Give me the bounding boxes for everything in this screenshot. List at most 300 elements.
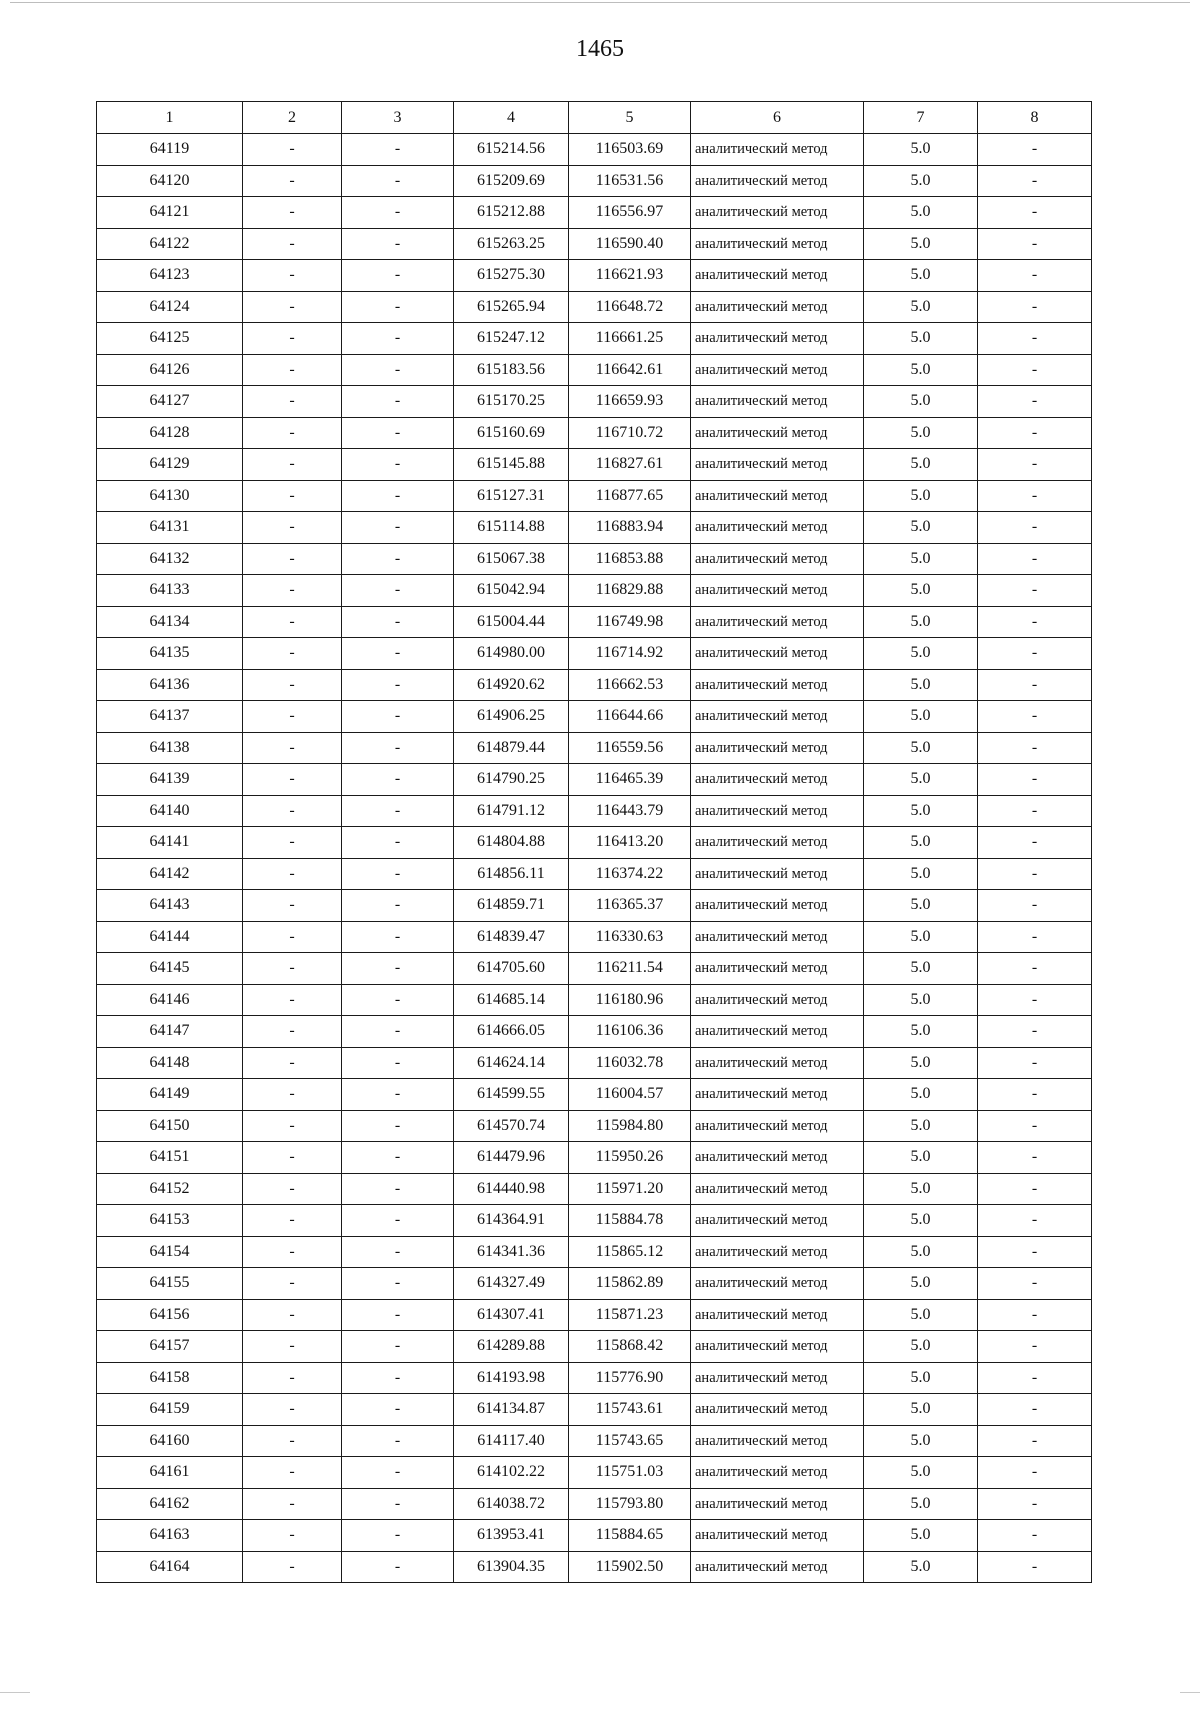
accuracy-cell: 5.0	[864, 134, 978, 166]
point-number-cell: 64148	[97, 1047, 243, 1079]
table-row	[97, 732, 1092, 764]
table-row	[97, 1488, 1092, 1520]
table-row	[97, 386, 1092, 418]
point-number-cell: 64160	[97, 1425, 243, 1457]
accuracy-cell: 5.0	[864, 197, 978, 229]
col3-cell: -	[342, 512, 454, 544]
col2-cell: -	[243, 858, 342, 890]
col8-cell: -	[978, 134, 1092, 166]
point-number-cell: 64144	[97, 921, 243, 953]
table-row	[97, 512, 1092, 544]
x-coordinate-cell: 615004.44	[454, 606, 569, 638]
col3-cell: -	[342, 764, 454, 796]
x-coordinate-cell: 614685.14	[454, 984, 569, 1016]
accuracy-cell: 5.0	[864, 953, 978, 985]
accuracy-cell: 5.0	[864, 890, 978, 922]
col2-cell: -	[243, 1079, 342, 1111]
y-coordinate-cell: 116465.39	[569, 764, 691, 796]
col2-cell: -	[243, 921, 342, 953]
accuracy-cell: 5.0	[864, 1142, 978, 1174]
col8-cell: -	[978, 1142, 1092, 1174]
x-coordinate-cell: 614859.71	[454, 890, 569, 922]
method-cell: аналитический метод	[691, 1394, 864, 1426]
x-coordinate-cell: 614879.44	[454, 732, 569, 764]
table-row	[97, 1362, 1092, 1394]
point-number-cell: 64129	[97, 449, 243, 481]
table-row	[97, 165, 1092, 197]
accuracy-cell: 5.0	[864, 417, 978, 449]
x-coordinate-cell: 614364.91	[454, 1205, 569, 1237]
point-number-cell: 64134	[97, 606, 243, 638]
method-cell: аналитический метод	[691, 827, 864, 859]
col3-cell: -	[342, 197, 454, 229]
y-coordinate-cell: 116443.79	[569, 795, 691, 827]
point-number-cell: 64152	[97, 1173, 243, 1205]
method-cell: аналитический метод	[691, 638, 864, 670]
method-cell: аналитический метод	[691, 1457, 864, 1489]
accuracy-cell: 5.0	[864, 1236, 978, 1268]
col8-cell: -	[978, 575, 1092, 607]
x-coordinate-cell: 614102.22	[454, 1457, 569, 1489]
col2-cell: -	[243, 890, 342, 922]
col3-cell: -	[342, 323, 454, 355]
method-cell: аналитический метод	[691, 1142, 864, 1174]
y-coordinate-cell: 115868.42	[569, 1331, 691, 1363]
col2-cell: -	[243, 1205, 342, 1237]
accuracy-cell: 5.0	[864, 1047, 978, 1079]
col8-cell: -	[978, 953, 1092, 985]
col2-cell: -	[243, 1394, 342, 1426]
col8-cell: -	[978, 1331, 1092, 1363]
point-number-cell: 64120	[97, 165, 243, 197]
method-cell: аналитический метод	[691, 1362, 864, 1394]
col3-cell: -	[342, 1110, 454, 1142]
x-coordinate-cell: 615265.94	[454, 291, 569, 323]
method-cell: аналитический метод	[691, 1488, 864, 1520]
accuracy-cell: 5.0	[864, 858, 978, 890]
col2-cell: -	[243, 197, 342, 229]
accuracy-cell: 5.0	[864, 795, 978, 827]
col2-cell: -	[243, 1520, 342, 1552]
col8-cell: -	[978, 291, 1092, 323]
accuracy-cell: 5.0	[864, 1394, 978, 1426]
header-cell: 7	[864, 102, 978, 134]
table-row	[97, 291, 1092, 323]
col3-cell: -	[342, 260, 454, 292]
table-row	[97, 1110, 1092, 1142]
y-coordinate-cell: 116853.88	[569, 543, 691, 575]
table-row	[97, 1236, 1092, 1268]
x-coordinate-cell: 614479.96	[454, 1142, 569, 1174]
col2-cell: -	[243, 323, 342, 355]
header-cell: 3	[342, 102, 454, 134]
y-coordinate-cell: 116883.94	[569, 512, 691, 544]
col2-cell: -	[243, 1236, 342, 1268]
table-row	[97, 1457, 1092, 1489]
col3-cell: -	[342, 1047, 454, 1079]
x-coordinate-cell: 615263.25	[454, 228, 569, 260]
table-body	[97, 134, 1092, 1583]
header-cell: 2	[243, 102, 342, 134]
accuracy-cell: 5.0	[864, 606, 978, 638]
col2-cell: -	[243, 512, 342, 544]
col2-cell: -	[243, 291, 342, 323]
col8-cell: -	[978, 1520, 1092, 1552]
accuracy-cell: 5.0	[864, 291, 978, 323]
method-cell: аналитический метод	[691, 1331, 864, 1363]
y-coordinate-cell: 115865.12	[569, 1236, 691, 1268]
accuracy-cell: 5.0	[864, 354, 978, 386]
col3-cell: -	[342, 669, 454, 701]
method-cell: аналитический метод	[691, 890, 864, 922]
method-cell: аналитический метод	[691, 354, 864, 386]
method-cell: аналитический метод	[691, 512, 864, 544]
table-row	[97, 1520, 1092, 1552]
y-coordinate-cell: 115902.50	[569, 1551, 691, 1583]
table-row	[97, 575, 1092, 607]
y-coordinate-cell: 115751.03	[569, 1457, 691, 1489]
col3-cell: -	[342, 984, 454, 1016]
col3-cell: -	[342, 858, 454, 890]
col3-cell: -	[342, 386, 454, 418]
col3-cell: -	[342, 1488, 454, 1520]
x-coordinate-cell: 615160.69	[454, 417, 569, 449]
point-number-cell: 64159	[97, 1394, 243, 1426]
accuracy-cell: 5.0	[864, 575, 978, 607]
col8-cell: -	[978, 827, 1092, 859]
col8-cell: -	[978, 543, 1092, 575]
col8-cell: -	[978, 764, 1092, 796]
col2-cell: -	[243, 417, 342, 449]
col3-cell: -	[342, 1142, 454, 1174]
x-coordinate-cell: 614666.05	[454, 1016, 569, 1048]
col2-cell: -	[243, 260, 342, 292]
method-cell: аналитический метод	[691, 480, 864, 512]
table-row	[97, 1047, 1092, 1079]
table-row	[97, 1425, 1092, 1457]
table-row	[97, 417, 1092, 449]
accuracy-cell: 5.0	[864, 1425, 978, 1457]
method-cell: аналитический метод	[691, 1520, 864, 1552]
col2-cell: -	[243, 228, 342, 260]
col2-cell: -	[243, 134, 342, 166]
y-coordinate-cell: 115743.65	[569, 1425, 691, 1457]
method-cell: аналитический метод	[691, 732, 864, 764]
table-row	[97, 449, 1092, 481]
point-number-cell: 64127	[97, 386, 243, 418]
x-coordinate-cell: 613953.41	[454, 1520, 569, 1552]
col2-cell: -	[243, 701, 342, 733]
point-number-cell: 64125	[97, 323, 243, 355]
col3-cell: -	[342, 1394, 454, 1426]
x-coordinate-cell: 614624.14	[454, 1047, 569, 1079]
col8-cell: -	[978, 1173, 1092, 1205]
table-row	[97, 858, 1092, 890]
method-cell: аналитический метод	[691, 1173, 864, 1205]
accuracy-cell: 5.0	[864, 669, 978, 701]
page-top-rule	[10, 2, 1190, 3]
col8-cell: -	[978, 1362, 1092, 1394]
method-cell: аналитический метод	[691, 1016, 864, 1048]
point-number-cell: 64143	[97, 890, 243, 922]
col2-cell: -	[243, 1110, 342, 1142]
method-cell: аналитический метод	[691, 386, 864, 418]
col8-cell: -	[978, 1488, 1092, 1520]
col3-cell: -	[342, 1299, 454, 1331]
table-row	[97, 1079, 1092, 1111]
col2-cell: -	[243, 984, 342, 1016]
point-number-cell: 64145	[97, 953, 243, 985]
point-number-cell: 64140	[97, 795, 243, 827]
point-number-cell: 64126	[97, 354, 243, 386]
accuracy-cell: 5.0	[864, 1457, 978, 1489]
col3-cell: -	[342, 921, 454, 953]
x-coordinate-cell: 614570.74	[454, 1110, 569, 1142]
col3-cell: -	[342, 732, 454, 764]
col8-cell: -	[978, 417, 1092, 449]
x-coordinate-cell: 614038.72	[454, 1488, 569, 1520]
table-row	[97, 134, 1092, 166]
header-cell: 5	[569, 102, 691, 134]
y-coordinate-cell: 116004.57	[569, 1079, 691, 1111]
x-coordinate-cell: 614856.11	[454, 858, 569, 890]
table-row	[97, 1173, 1092, 1205]
accuracy-cell: 5.0	[864, 701, 978, 733]
point-number-cell: 64155	[97, 1268, 243, 1300]
accuracy-cell: 5.0	[864, 1551, 978, 1583]
accuracy-cell: 5.0	[864, 732, 978, 764]
point-number-cell: 64154	[97, 1236, 243, 1268]
col2-cell: -	[243, 543, 342, 575]
col2-cell: -	[243, 354, 342, 386]
accuracy-cell: 5.0	[864, 543, 978, 575]
x-coordinate-cell: 614327.49	[454, 1268, 569, 1300]
header-cell: 4	[454, 102, 569, 134]
col8-cell: -	[978, 1299, 1092, 1331]
y-coordinate-cell: 116829.88	[569, 575, 691, 607]
accuracy-cell: 5.0	[864, 1079, 978, 1111]
x-coordinate-cell: 614705.60	[454, 953, 569, 985]
y-coordinate-cell: 116106.36	[569, 1016, 691, 1048]
method-cell: аналитический метод	[691, 134, 864, 166]
y-coordinate-cell: 116559.56	[569, 732, 691, 764]
point-number-cell: 64119	[97, 134, 243, 166]
col2-cell: -	[243, 1047, 342, 1079]
table-header-row	[97, 102, 1092, 134]
col2-cell: -	[243, 1362, 342, 1394]
y-coordinate-cell: 115884.65	[569, 1520, 691, 1552]
method-cell: аналитический метод	[691, 260, 864, 292]
y-coordinate-cell: 115950.26	[569, 1142, 691, 1174]
col3-cell: -	[342, 1520, 454, 1552]
y-coordinate-cell: 116621.93	[569, 260, 691, 292]
table-row	[97, 638, 1092, 670]
x-coordinate-cell: 615114.88	[454, 512, 569, 544]
col2-cell: -	[243, 606, 342, 638]
y-coordinate-cell: 115984.80	[569, 1110, 691, 1142]
col2-cell: -	[243, 1142, 342, 1174]
y-coordinate-cell: 115793.80	[569, 1488, 691, 1520]
point-number-cell: 64151	[97, 1142, 243, 1174]
method-cell: аналитический метод	[691, 1205, 864, 1237]
x-coordinate-cell: 614341.36	[454, 1236, 569, 1268]
col2-cell: -	[243, 1016, 342, 1048]
accuracy-cell: 5.0	[864, 1110, 978, 1142]
col2-cell: -	[243, 732, 342, 764]
col3-cell: -	[342, 1268, 454, 1300]
method-cell: аналитический метод	[691, 953, 864, 985]
col8-cell: -	[978, 606, 1092, 638]
x-coordinate-cell: 615214.56	[454, 134, 569, 166]
accuracy-cell: 5.0	[864, 764, 978, 796]
point-number-cell: 64150	[97, 1110, 243, 1142]
method-cell: аналитический метод	[691, 1425, 864, 1457]
method-cell: аналитический метод	[691, 1079, 864, 1111]
method-cell: аналитический метод	[691, 669, 864, 701]
x-coordinate-cell: 614804.88	[454, 827, 569, 859]
y-coordinate-cell: 116648.72	[569, 291, 691, 323]
col3-cell: -	[342, 606, 454, 638]
x-coordinate-cell: 614791.12	[454, 795, 569, 827]
col8-cell: -	[978, 449, 1092, 481]
col3-cell: -	[342, 1425, 454, 1457]
table-row	[97, 921, 1092, 953]
accuracy-cell: 5.0	[864, 449, 978, 481]
accuracy-cell: 5.0	[864, 1488, 978, 1520]
col2-cell: -	[243, 795, 342, 827]
method-cell: аналитический метод	[691, 1047, 864, 1079]
col8-cell: -	[978, 1236, 1092, 1268]
col8-cell: -	[978, 1047, 1092, 1079]
col8-cell: -	[978, 732, 1092, 764]
accuracy-cell: 5.0	[864, 1016, 978, 1048]
col8-cell: -	[978, 984, 1092, 1016]
x-coordinate-cell: 614790.25	[454, 764, 569, 796]
method-cell: аналитический метод	[691, 197, 864, 229]
col3-cell: -	[342, 1173, 454, 1205]
page-number: 1465	[576, 36, 624, 62]
accuracy-cell: 5.0	[864, 1520, 978, 1552]
table-row	[97, 1299, 1092, 1331]
point-number-cell: 64135	[97, 638, 243, 670]
col2-cell: -	[243, 449, 342, 481]
method-cell: аналитический метод	[691, 984, 864, 1016]
y-coordinate-cell: 116590.40	[569, 228, 691, 260]
table-row	[97, 827, 1092, 859]
col2-cell: -	[243, 827, 342, 859]
method-cell: аналитический метод	[691, 449, 864, 481]
col8-cell: -	[978, 921, 1092, 953]
table-row	[97, 764, 1092, 796]
table-row	[97, 260, 1092, 292]
col8-cell: -	[978, 701, 1092, 733]
x-coordinate-cell: 614289.88	[454, 1331, 569, 1363]
col8-cell: -	[978, 165, 1092, 197]
col8-cell: -	[978, 228, 1092, 260]
x-coordinate-cell: 615127.31	[454, 480, 569, 512]
y-coordinate-cell: 116749.98	[569, 606, 691, 638]
point-number-cell: 64122	[97, 228, 243, 260]
col3-cell: -	[342, 480, 454, 512]
col3-cell: -	[342, 953, 454, 985]
col8-cell: -	[978, 386, 1092, 418]
method-cell: аналитический метод	[691, 291, 864, 323]
table-row	[97, 984, 1092, 1016]
x-coordinate-cell: 614134.87	[454, 1394, 569, 1426]
col8-cell: -	[978, 197, 1092, 229]
x-coordinate-cell: 614839.47	[454, 921, 569, 953]
col2-cell: -	[243, 480, 342, 512]
accuracy-cell: 5.0	[864, 984, 978, 1016]
table-row	[97, 701, 1092, 733]
method-cell: аналитический метод	[691, 858, 864, 890]
y-coordinate-cell: 116374.22	[569, 858, 691, 890]
col3-cell: -	[342, 827, 454, 859]
table-row	[97, 197, 1092, 229]
point-number-cell: 64128	[97, 417, 243, 449]
col3-cell: -	[342, 1016, 454, 1048]
method-cell: аналитический метод	[691, 795, 864, 827]
col8-cell: -	[978, 480, 1092, 512]
y-coordinate-cell: 116714.92	[569, 638, 691, 670]
col3-cell: -	[342, 890, 454, 922]
col2-cell: -	[243, 953, 342, 985]
point-number-cell: 64137	[97, 701, 243, 733]
x-coordinate-cell: 614920.62	[454, 669, 569, 701]
col2-cell: -	[243, 1331, 342, 1363]
col3-cell: -	[342, 1205, 454, 1237]
col2-cell: -	[243, 575, 342, 607]
point-number-cell: 64158	[97, 1362, 243, 1394]
col8-cell: -	[978, 795, 1092, 827]
point-number-cell: 64147	[97, 1016, 243, 1048]
method-cell: аналитический метод	[691, 228, 864, 260]
col8-cell: -	[978, 858, 1092, 890]
col2-cell: -	[243, 1268, 342, 1300]
col3-cell: -	[342, 701, 454, 733]
accuracy-cell: 5.0	[864, 260, 978, 292]
col3-cell: -	[342, 638, 454, 670]
method-cell: аналитический метод	[691, 1268, 864, 1300]
point-number-cell: 64123	[97, 260, 243, 292]
table-row	[97, 323, 1092, 355]
x-coordinate-cell: 614193.98	[454, 1362, 569, 1394]
col8-cell: -	[978, 1268, 1092, 1300]
point-number-cell: 64164	[97, 1551, 243, 1583]
col3-cell: -	[342, 1551, 454, 1583]
col3-cell: -	[342, 354, 454, 386]
col8-cell: -	[978, 1079, 1092, 1111]
method-cell: аналитический метод	[691, 921, 864, 953]
point-number-cell: 64130	[97, 480, 243, 512]
col2-cell: -	[243, 1488, 342, 1520]
col3-cell: -	[342, 165, 454, 197]
col3-cell: -	[342, 134, 454, 166]
col3-cell: -	[342, 291, 454, 323]
y-coordinate-cell: 116211.54	[569, 953, 691, 985]
y-coordinate-cell: 116662.53	[569, 669, 691, 701]
accuracy-cell: 5.0	[864, 1268, 978, 1300]
method-cell: аналитический метод	[691, 1236, 864, 1268]
y-coordinate-cell: 115776.90	[569, 1362, 691, 1394]
accuracy-cell: 5.0	[864, 1331, 978, 1363]
col8-cell: -	[978, 260, 1092, 292]
x-coordinate-cell: 615183.56	[454, 354, 569, 386]
x-coordinate-cell: 613904.35	[454, 1551, 569, 1583]
x-coordinate-cell: 615067.38	[454, 543, 569, 575]
x-coordinate-cell: 615275.30	[454, 260, 569, 292]
x-coordinate-cell: 614440.98	[454, 1173, 569, 1205]
